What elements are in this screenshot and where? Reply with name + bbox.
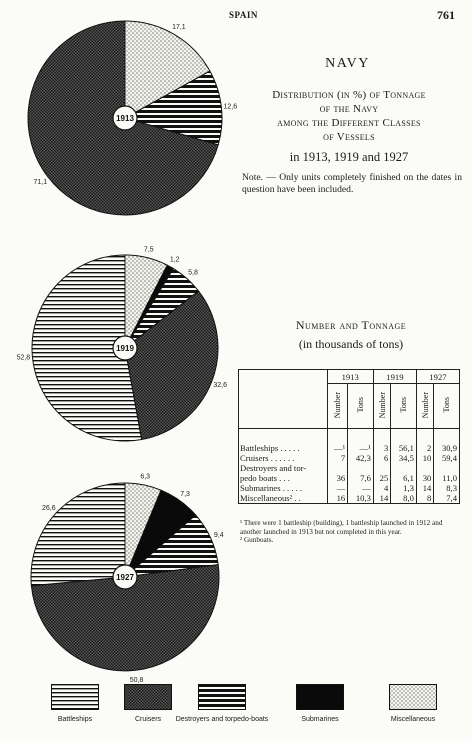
number-tonnage-title: Number and Tonnage (295, 318, 407, 332)
pie-value-label: 71,1 (33, 179, 48, 187)
distribution-title-line: of the Navy (319, 103, 379, 115)
legend-swatch (198, 684, 246, 710)
pie-slice (31, 483, 125, 586)
pie-1913 (28, 21, 237, 215)
header-country: SPAIN (229, 10, 258, 20)
row-label: Cruisers . . . . . . (239, 453, 328, 463)
table-cell (434, 463, 460, 473)
pie-value-label: 7,5 (143, 246, 154, 254)
table-cell: 1,3 (391, 483, 417, 493)
legend-swatch (51, 684, 99, 710)
table-cell: 34,5 (391, 453, 417, 463)
row-label: Submarines . . . . . (239, 483, 328, 493)
table-cell: 36 (327, 473, 348, 483)
table-row (239, 473, 460, 483)
pie-value-label: 6,3 (140, 473, 151, 481)
pie-year-label: 1913 (116, 114, 134, 123)
legend-label: Cruisers (134, 716, 162, 723)
distribution-title-line: Distribution (in %) of Tonnage (272, 89, 426, 101)
legend-swatch (124, 684, 172, 710)
legend-label: Miscellaneous (390, 716, 436, 723)
year-header: 1913 (327, 370, 373, 384)
table-corner (239, 370, 328, 429)
col-header-tons: Tons (348, 384, 374, 429)
pie-year-label: 1927 (116, 573, 134, 582)
pie-value-label: 52,8 (16, 354, 31, 362)
legend-item (373, 684, 453, 723)
table-cell: 8,3 (434, 483, 460, 493)
table-cell (391, 463, 417, 473)
page-number: 761 (437, 8, 455, 22)
pie-value-label: 5,8 (188, 269, 198, 277)
pie-1927 (31, 474, 224, 684)
table-cell: 7,6 (348, 473, 374, 483)
table-cell (327, 463, 348, 473)
table-row (239, 429, 460, 454)
note: Note. — Only units completely finished on the dates in question have been included. (242, 172, 462, 195)
pie-value-label: 32,6 (213, 382, 228, 389)
number-tonnage-table (238, 369, 460, 504)
footnote-2: ² Gunboats. (240, 536, 274, 544)
table-cell: 8,0 (391, 493, 417, 504)
table-row (239, 453, 460, 463)
table-cell: 14 (373, 493, 390, 504)
col-header-tons: Tons (391, 384, 417, 429)
row-label: Battleships . . . . . (239, 429, 328, 454)
table-cell: 16 (327, 493, 348, 504)
table-cell: 10 (416, 453, 433, 463)
section-title: NAVY (325, 56, 370, 71)
table-cell: 25 (373, 473, 390, 483)
footnote-1: ¹ There were 1 battleship (building), 1 battleship launched in 1912 and another launched in 1913 but not completed in this year. (240, 519, 443, 536)
pie-value-label: 50,8 (129, 676, 144, 684)
table-cell: —¹ (327, 429, 348, 454)
table-cell: 6,1 (391, 473, 417, 483)
distribution-title (238, 88, 460, 144)
legend-swatch (296, 684, 344, 710)
col-header-tons: Tons (434, 384, 460, 429)
legend-item (280, 684, 360, 723)
table-row (239, 493, 460, 504)
table-cell: — (327, 483, 348, 493)
col-header-number: Number (416, 384, 433, 429)
table-row (239, 463, 460, 473)
table-cell: 7,4 (434, 493, 460, 504)
year-header: 1919 (373, 370, 416, 384)
table-cell (416, 463, 433, 473)
table-cell: 11,0 (434, 473, 460, 483)
table-cell: 30,9 (434, 429, 460, 454)
pie-value-label: 26,6 (41, 505, 56, 513)
col-header-number: Number (373, 384, 390, 429)
legend-item (167, 684, 277, 723)
pie-value-label: 9,4 (213, 532, 224, 539)
row-label: Destroyers and tor- (239, 463, 328, 473)
table-cell: 2 (416, 429, 433, 454)
col-header-number: Number (327, 384, 348, 429)
table-cell: — (348, 483, 374, 493)
legend-item (35, 684, 115, 723)
legend-label: Battleships (57, 716, 93, 723)
table-cell (348, 463, 374, 473)
table-cell: —¹ (348, 429, 374, 454)
pie-value-label: 17,1 (172, 24, 186, 32)
pie-value-label: 1,2 (169, 256, 180, 264)
pie-value-label: 12,6 (223, 103, 238, 111)
table-cell (373, 463, 390, 473)
table-cell: 14 (416, 483, 433, 493)
table-cell: 3 (373, 429, 390, 454)
distribution-years: in 1913, 1919 and 1927 (289, 150, 409, 164)
table-cell: 10,3 (348, 493, 374, 504)
table-cell: 4 (373, 483, 390, 493)
legend (0, 684, 472, 734)
pie-year-label: 1919 (116, 344, 134, 353)
distribution-title-line: among the Different Classes (277, 117, 421, 129)
table-cell: 56,1 (391, 429, 417, 454)
table-cell: 6 (373, 453, 390, 463)
table-row (239, 483, 460, 493)
row-label: pedo boats . . . (239, 473, 328, 483)
distribution-title-line: of Vessels (323, 131, 375, 143)
number-tonnage-subtitle: (in thousands of tons) (298, 337, 404, 351)
legend-label: Submarines (301, 716, 339, 723)
pie-1919 (17, 246, 228, 441)
row-label: Miscellaneous² . . (239, 493, 328, 504)
legend-label: Destroyers and torpedo-boats (175, 716, 269, 723)
table-cell: 59,4 (434, 453, 460, 463)
table-cell: 8 (416, 493, 433, 504)
table-cell: 42,3 (348, 453, 374, 463)
footnotes (240, 519, 462, 545)
table-cell: 7 (327, 453, 348, 463)
pie-value-label: 7,3 (180, 490, 190, 498)
legend-swatch (389, 684, 437, 710)
year-header: 1927 (416, 370, 459, 384)
table-cell: 30 (416, 473, 433, 483)
pie-charts (0, 0, 238, 690)
